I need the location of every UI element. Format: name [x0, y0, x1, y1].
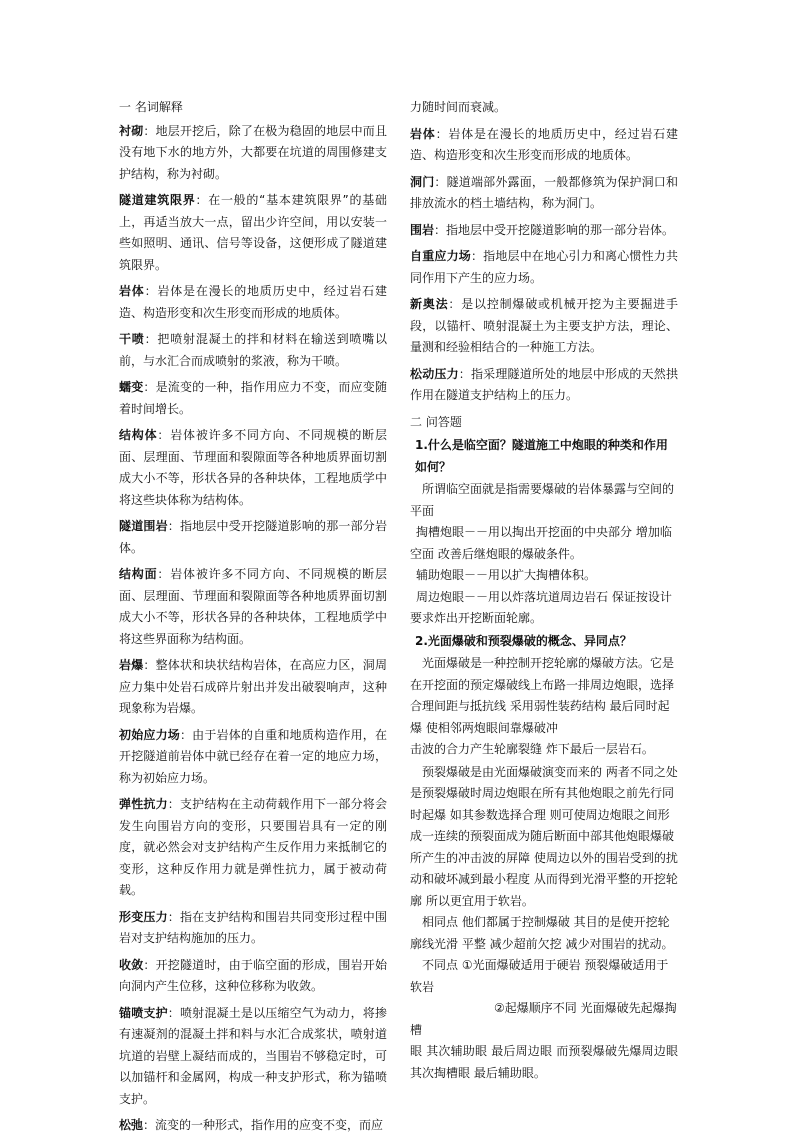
definition-text: 整体状和块状结构岩体，在高应力区，洞周应力集中处岩石成碎片射出并发出破裂响声，这种现象称为岩爆。: [119, 658, 387, 715]
definition-separator: ：: [167, 797, 180, 811]
definition-text: 喷射混凝土是以压缩空气为动力，将掺有速凝剂的混凝土拌和料与水汇合成浆状，喷射道坑道的岩壁上凝结而成的，当围岩不够稳定时，可以加锚杆和金属网，构成一种支护形式，称为锚喷支护。: [119, 1005, 387, 1106]
definition-term: 松弛: [119, 1118, 144, 1132]
definition-separator: ：: [143, 957, 156, 972]
definition-term: 结构体: [119, 428, 158, 442]
definition-separator: ：: [167, 519, 180, 533]
definition-list-left: [119, 121, 387, 1137]
definition-separator: ：: [157, 567, 171, 581]
definition-text: 把喷射混凝土的拌和材料在输送到喷嘴以前，与水汇合而成喷射的浆液，称为干喷。: [119, 332, 387, 368]
definition-separator: ：: [157, 428, 171, 442]
answer-2-paragraph: 光面爆破是一种控制开挖轮廓的爆破方法。它是在开挖面的预定爆破线上布路一排周边炮眼，选择合理间距与抵抗线 采用弱性装药结构 最后同时起爆 使相邻两炮眼间靠爆破冲: [410, 656, 675, 735]
definition-text: 由于岩体的自重和地质构造作用，在开挖隧道前岩体中就已经存在着一定的地应力场，称为初始应力场。: [119, 727, 387, 785]
definition-entry: [119, 190, 387, 276]
definition-text: 在一般的“基本建筑限界”的基础上，再适当放大一点，留出少许空间，用以安装一些如照明、通讯、信号等设备，这便形成了隧道建筑限界。: [119, 193, 387, 272]
definition-term: 隧道围岩: [119, 519, 168, 533]
definition-term: 松动压力: [410, 366, 459, 381]
definition-term: 收敛: [119, 957, 144, 972]
definition-separator: ：: [470, 249, 484, 263]
definition-entry: [410, 97, 678, 119]
definition-separator: ：: [434, 222, 447, 237]
definition-text: 指地层中在地心引力和离心惯性力共同作用下产生的应力场。: [410, 249, 678, 285]
definition-term: 衬砌: [119, 123, 144, 138]
definition-term: 新奥法: [410, 297, 449, 311]
definition-text: 开挖隧道时，由于临空面的形成，围岩开始向洞内产生位移，这种位移称为收敛。: [119, 957, 387, 993]
definition-entry: [119, 516, 387, 559]
answer-2-paragraph: 击波的合力产生轮廓裂缝 炸下最后一层岩石。: [410, 742, 654, 756]
answer-1-line: 所谓临空面就是指需要爆破的岩体暴露与空间的平面: [410, 482, 675, 518]
definition-entry: [119, 725, 387, 790]
definition-text: 隧道端部外露面，一般都修筑为保护洞口和排放流水的档土墙结构，称为洞门。: [410, 174, 678, 210]
definition-separator: ：: [143, 658, 156, 672]
definition-separator: ：: [143, 123, 156, 138]
definition-entry: [119, 655, 387, 720]
definition-entry: [410, 294, 678, 359]
definition-separator: ：: [448, 297, 462, 311]
definition-entry: [119, 1003, 387, 1111]
definition-text: 流变的一种形式，指作用的应变不变，而应: [155, 1118, 384, 1132]
definition-text: 岩体被许多不同方向、不同规模的断层面、层理面、节理面和裂隙面等各种地质界面切割成大小不等，形状各异的各种块体，工程地质学中将这些块体称为结构体。: [119, 428, 387, 507]
definition-term: 蠕变: [119, 380, 144, 394]
definition-separator: ：: [143, 380, 156, 394]
definition-text: 岩体被许多不同方向、不同规模的断层面、层理面、节理面和裂隙面等各种地质界面切割成大小不等，形状各异的各种块体，工程地质学中将这些界面称为结构面。: [119, 567, 387, 646]
definition-entry: [119, 907, 387, 950]
answer-2-paragraph: 预裂爆破是由光面爆破演变而来的 两者不同之处是预裂爆破时周边炮眼在所有其他炮眼之前先行同时起爆 如其参数选择合理 则可使周边炮眼之间形成一连续的预裂面成为随后断面中部其他炮眼爆破所产生的冲击波的屏障 使周边以外的围岩受到的扰动和破坏减到最小程度 从而得到光滑平整的开挖轮廓 所以更宜用于软岩。: [410, 764, 678, 908]
definition-term: 围岩: [410, 222, 435, 237]
definition-text: 是流变的一种，指作用应力不变，而应变随着时间增长。: [119, 380, 387, 416]
definition-term: 形变压力: [119, 909, 168, 924]
definition-text: 地层开挖后，除了在极为稳固的地层中而且没有地下水的地方外，大都要在坑道的周围修建支护结构，称为衬砌。: [119, 123, 387, 181]
definition-text: 岩体是在漫长的地质历史中，经过岩石建造、构造形变和次生形变而形成的地质体。: [119, 284, 387, 320]
definition-list-right: [410, 97, 678, 407]
definition-text: 岩体是在漫长的地质历史中，经过岩石建造、构造形变和次生形变而形成的地质体。: [410, 126, 678, 162]
question-2-title: 2.光面爆破和预裂爆破的概念、异同点？: [415, 633, 632, 648]
definition-term: 干喷: [119, 332, 145, 346]
definition-entry: [410, 246, 678, 289]
definition-entry: [410, 220, 678, 242]
definition-text: 力随时间而衰减。: [410, 100, 507, 114]
answer-2-paragraph: ②起爆顺序不同 光面爆破先起爆掏槽: [410, 1001, 677, 1037]
section-title-definitions: 一 名词解释: [119, 100, 183, 114]
definition-term: 初始应力场: [119, 727, 180, 742]
definition-term: 岩爆: [119, 658, 144, 672]
definition-separator: ：: [195, 193, 209, 207]
answer-1-line: 掏槽炮眼－－用以掏出开挖面的中央部分 增加临空面 改善后继炮眼的爆破条件。: [410, 525, 672, 561]
definition-entry: [410, 364, 678, 407]
definition-separator: ：: [167, 909, 180, 924]
left-column: [119, 97, 387, 1142]
definition-separator: ：: [144, 332, 158, 346]
definition-text: 支护结构在主动荷载作用下一部分将会发生向围岩方向的变形，只要围岩具有一定的刚度，就必然会对支护结构产生反作用力来抵制它的变形，这种反作用力就是弹性抗力，属于被动荷载。: [119, 797, 387, 897]
definition-text: 指地层中受开挖隧道影响的那一部分岩体。: [446, 222, 675, 237]
definition-text: 是以控制爆破或机械开挖为主要掘进手段，以锚杆、喷射混凝土为主要支护方法，理论、量测和经验相结合的一种施工方法。: [410, 297, 678, 354]
definition-separator: ：: [143, 1118, 156, 1132]
definition-term: 弹性抗力: [119, 797, 168, 811]
section-title-qa: 二 问答题: [410, 414, 462, 429]
definition-term: 自重应力场: [410, 249, 471, 263]
definition-term: 隧道建筑限界: [119, 193, 196, 207]
definition-separator: ：: [434, 174, 447, 189]
definition-text: 指采理隧道所处的地层中形成的天然拱作用在隧道支护结构上的压力。: [410, 366, 678, 402]
answer-2-paragraph: 不同点 ①光面爆破适用于硬岩 预裂爆破适用于软岩: [410, 958, 669, 994]
definition-separator: ：: [167, 1005, 180, 1020]
definition-entry: [119, 794, 387, 902]
definition-entry: [410, 124, 678, 167]
definition-entry: [119, 564, 387, 650]
definition-term: 岩体: [119, 284, 145, 298]
definition-entry: [119, 281, 387, 324]
question-1-title: 1.什么是临空面？隧道施工中炮眼的种类和作用如何？: [415, 438, 668, 474]
definition-entry: [119, 377, 387, 420]
definition-term: 锚喷支护: [119, 1005, 168, 1020]
right-column: [410, 97, 678, 1089]
definition-entry: [119, 1115, 387, 1137]
answer-2-paragraph: 眼 其次辅助眼 最后周边眼 而预裂爆破先爆周边眼 其次掏槽眼 最后辅助眼。: [410, 1044, 678, 1080]
definition-term: 结构面: [119, 567, 158, 581]
definition-separator: ：: [458, 366, 471, 381]
definition-entry: [119, 955, 387, 998]
definition-term: 洞门: [410, 174, 435, 189]
definition-entry: [410, 172, 678, 215]
definition-separator: ：: [144, 284, 158, 298]
answer-2-paragraph: 相同点 他们都属于控制爆破 其目的是使开挖轮廓线光滑 平整 减少超前欠挖 减少对围岩的扰动。: [410, 915, 674, 951]
answer-1-line: 辅助炮眼－－用以扩大掏槽体积。: [416, 568, 597, 582]
definition-text: 指地层中受开挖隧道影响的那一部分岩体。: [119, 519, 387, 555]
definition-entry: [119, 329, 387, 372]
definition-text: 指在支护结构和围岩共同变形过程中围岩对支护结构施加的压力。: [119, 909, 387, 945]
definition-separator: ：: [435, 126, 449, 141]
answer-1-line: 周边炮眼－－用以炸落坑道周边岩石 保证按设计要求炸出开挖断面轮廓。: [410, 589, 672, 625]
definition-entry: [119, 425, 387, 511]
definition-entry: [119, 121, 387, 186]
definition-separator: ：: [179, 727, 193, 742]
definition-term: 岩体: [410, 126, 436, 141]
